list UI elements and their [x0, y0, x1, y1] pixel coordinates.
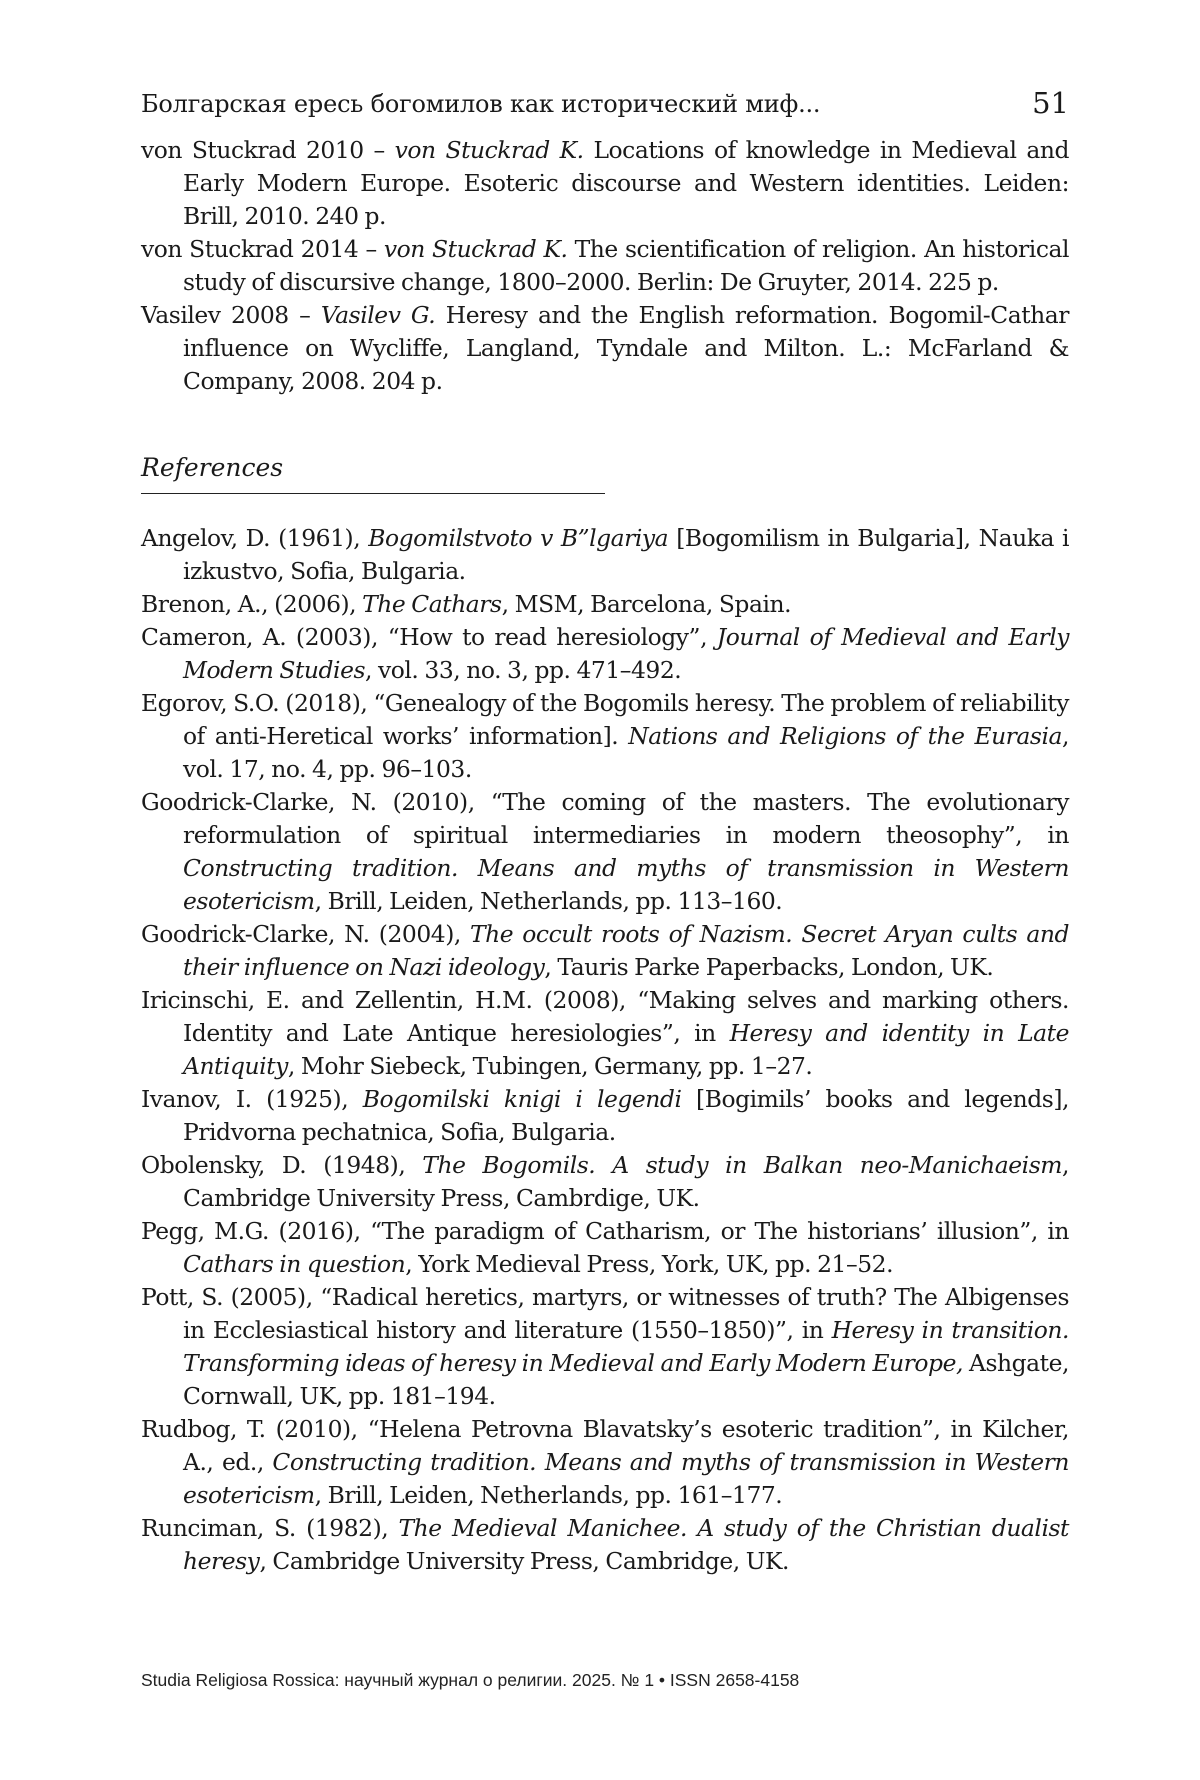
reference-entry: Pott, S. (2005), “Radical heretics, martyrs, or witnesses of truth? The Albigenses in Ecclesiastical history and literature (1550–1850)”, in Heresy in transition. Transforming ideas of heresy in Medieval and Early Modern Europe, Ashgate, Cornwall, UK, pp. 181–194. — [141, 1283, 1069, 1410]
references-heading — [141, 453, 1069, 497]
running-title: Болгарская ересь богомилов как исторический миф... — [141, 90, 821, 118]
references-list — [141, 522, 1069, 1578]
page-content — [141, 86, 1069, 1578]
reference-entry: Cameron, A. (2003), “How to read heresiology”, Journal of Medieval and Early Modern Studies, vol. 33, no. 3, pp. 471–492. — [141, 623, 1069, 684]
reference-entry: Goodrick-Clarke, N. (2010), “The coming of the masters. The evolutionary reformulation of spiritual intermediaries in modern theosophy”, in Constructing tradition. Means and myths of transmission in Western esotericism, Brill, Leiden, Netherlands, pp. 113–160. — [141, 788, 1069, 915]
reference-entry: Goodrick-Clarke, N. (2004), The occult roots of Nazism. Secret Aryan cults and their influence on Nazi ideology, Tauris Parke Paperbacks, London, UK. — [141, 920, 1069, 981]
page-number: 51 — [1032, 86, 1069, 120]
reference-entry: Iricinschi, E. and Zellentin, H.M. (2008), “Making selves and marking others. Identity and Late Antique heresiologies”, in Heresy and identity in Late Antiquity, Mohr Siebeck, Tubingen, Germany, pp. 1–27. — [141, 986, 1069, 1080]
reference-entry: Angelov, D. (1961), Bogomilstvoto v B”lgariya [Bogomilism in Bulgaria], Nauka i izkustvo, Sofia, Bulgaria. — [141, 524, 1069, 585]
journal-footer: Studia Religiosa Rossica: научный журнал о религии. 2025. № 1 • ISSN 2658-4158 — [141, 1670, 800, 1690]
reference-entry: Ivanov, I. (1925), Bogomilski knigi i legendi [Bogimils’ books and legends], Pridvorna pechatnica, Sofia, Bulgaria. — [141, 1085, 1069, 1146]
reference-entry: Rudbog, T. (2010), “Helena Petrovna Blavatsky’s esoteric tradition”, in Kilcher, A., ed., Constructing tradition. Means and myths of transmission in Western esotericism, Brill, Leiden, Netherlands, pp. 161–177. — [141, 1415, 1069, 1509]
bibliography-entry: von Stuckrad 2010 – von Stuckrad K. Locations of knowledge in Medieval and Early Modern Europe. Esoteric discourse and Western identities. Leiden: Brill, 2010. 240 p. — [141, 136, 1069, 230]
reference-entry: Obolensky, D. (1948), The Bogomils. A study in Balkan neo-Manichaeism, Cambridge University Press, Cambrdige, UK. — [141, 1151, 1069, 1212]
heading-underline — [141, 493, 605, 494]
reference-entry: Pegg, M.G. (2016), “The paradigm of Catharism, or The historians’ illusion”, in Cathars in question, York Medieval Press, York, UK, pp. 21–52. — [141, 1217, 1069, 1278]
bibliography-list — [141, 134, 1069, 398]
reference-entry: Brenon, A., (2006), The Cathars, MSM, Barcelona, Spain. — [141, 590, 792, 618]
bibliography-entry: Vasilev 2008 – Vasilev G. Heresy and the English reformation. Bogomil-Cathar influence on Wycliffe, Langland, Tyndale and Milton. L.: McFarland & Company, 2008. 204 p. — [141, 301, 1069, 395]
reference-entry: Runciman, S. (1982), The Medieval Manichee. A study of the Christian dualist heresy, Cambridge University Press, Cambridge, UK. — [141, 1514, 1069, 1575]
page-header — [141, 86, 1069, 134]
references-title: References — [141, 453, 284, 482]
reference-entry: Egorov, S.O. (2018), “Genealogy of the Bogomils heresy. The problem of reliability of anti-Heretical works’ information]. Nations and Religions of the Eurasia, vol. 17, no. 4, pp. 96–103. — [141, 689, 1069, 783]
bibliography-entry: von Stuckrad 2014 – von Stuckrad K. The scientification of religion. An historical study of discursive change, 1800–2000. Berlin: De Gruyter, 2014. 225 p. — [141, 235, 1069, 296]
